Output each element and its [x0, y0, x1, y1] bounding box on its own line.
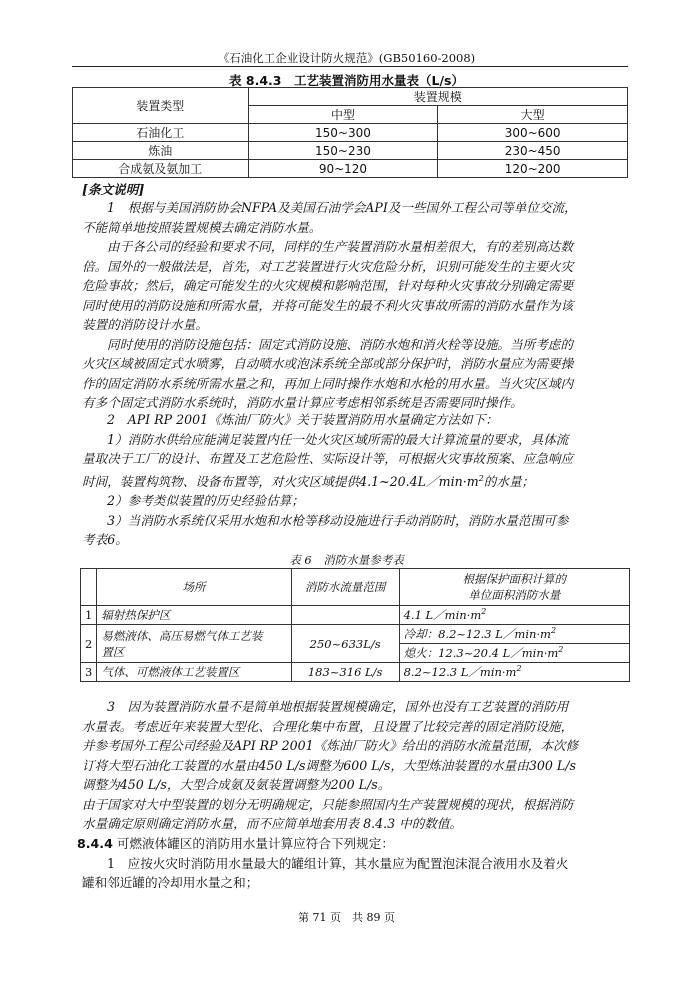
text-span: 熄火：12.3~20.4 L／min·m: [403, 646, 559, 660]
explanation-para1: [82, 198, 628, 413]
col-medium: 中型: [248, 106, 438, 124]
col-unit-area-line1: 根据保护面积计算的: [462, 572, 567, 586]
text-line: 水量表。考虑近年来装置大型化、合理化集中布置，且设置了比较完善的固定消防设施，: [82, 718, 574, 734]
table-row: [73, 142, 628, 160]
superscript: 2: [558, 645, 564, 655]
table-row: [81, 625, 630, 644]
text-line: 考表6。: [82, 532, 128, 548]
explanation-para3: [82, 697, 628, 834]
text-line: 2 API RP 2001《炼油厂防火》关于装置消防用水量确定方法如下：: [107, 412, 498, 427]
text-line: 同时使用的消防设施和所需水量，并将可能发生的最不利火灾事故所需的消防水量作为该: [82, 297, 574, 313]
text-line: 由于国家对大中型装置的划分无明确规定，只能参照国内生产装置规模的现状，根据消防: [82, 796, 574, 812]
col-device-scale: 装置规模: [248, 88, 627, 106]
text-line: 危险事故；然后，确定可能发生的火灾规模和影响范围，针对每种火灾事故分别确定需要: [82, 278, 574, 293]
text-line: 2）参考类似装置的历史经验估算；: [107, 493, 304, 509]
table-row: [81, 606, 630, 625]
text-line: 1 根据与美国消防协会NFPA及美国石油学会API及一些国外工程公司等单位交流，: [107, 200, 577, 215]
row-large: 230~450: [438, 142, 628, 160]
text-line: 有多个固定式消防水系统时，消防水量计算应考虑相邻系统是否需要同时操作。: [82, 395, 523, 410]
row-place: [97, 625, 291, 663]
text-line: [82, 469, 628, 492]
text-line: 量取决于工厂的设计、布置及工艺危险性、实际设计等，可根据火灾事故预案、应急响应: [82, 451, 574, 466]
reference-table: [80, 568, 630, 682]
row-medium: 150~300: [248, 124, 438, 142]
water-demand-table: [72, 87, 628, 178]
text-line: 火灾区域被固定式水喷雾，自动喷水或泡沫系统全部或部分保护时，消防水量应为需要操: [82, 356, 574, 371]
text-span: 时间，装置构筑物、设备布置等，对火灾区域提供4.1~20.4L／min·m: [82, 473, 479, 489]
table1-title: 表 8.4.3 工艺装置消防用水量表（L/s）: [229, 73, 464, 88]
text-line: 3 因为装置消防水量不是简单地根据装置规模确定，国外也没有工艺装置的消防用: [107, 699, 569, 714]
col-large: 大型: [438, 106, 628, 124]
row-unit-area: [399, 606, 629, 625]
text-line: 不能简单地按照装置规模去确定消防水量。: [82, 219, 322, 235]
table6-title: 表 6 消防水量参考表: [289, 553, 404, 567]
text-span: 8.2~12.3 L／min·m: [403, 665, 517, 679]
page-footer: 第 71 页 共 89 页: [298, 911, 395, 924]
col-unit-area-line2: 单位面积消防水量: [468, 588, 561, 602]
clause-number: 8.4.4: [77, 836, 113, 851]
row-unit-area-extinguish: [399, 644, 629, 663]
row-place-line2: 置区: [101, 644, 125, 659]
text-line: 订将大型石油化工装置的水量由450 L/s调整为600 L/s，大型炼油装置的水量由300 L/s: [82, 757, 576, 773]
superscript: 2: [550, 626, 557, 636]
text-line: 并参考国外工程公司经验及API RP 2001《炼油厂防火》给出的消防水流量范围，本次修: [82, 738, 579, 753]
text-line: 3）当消防水系统仅采用水炮和水枪等移动设施进行手动消防时，消防水量范围可参: [107, 512, 569, 528]
table-row: [73, 160, 628, 178]
table-row: [73, 124, 628, 142]
row-large: 120~200: [438, 160, 628, 178]
text-line: [77, 834, 628, 854]
row-large: 300~600: [438, 124, 628, 142]
clause-text: 可燃液体罐区的消防用水量计算应符合下列规定：: [112, 836, 394, 851]
col-device-type: 装置类型: [73, 88, 249, 124]
text-line: 同时使用的消防设施包括：固定式消防设施、消防水炮和消火栓等设施。当所考虑的: [107, 336, 573, 352]
col-unit-area: [399, 569, 629, 606]
superscript: 2: [481, 607, 487, 617]
row-place: 气体、可燃液体工艺装置区: [97, 663, 291, 682]
row-place-line1: 易燃液体、高压易燃气体工艺装: [101, 628, 263, 643]
page-header: 《石油化工企业设计防火规范》(GB50160-2008): [217, 51, 476, 65]
row-place: 辐射热保护区: [97, 606, 291, 625]
section-label: [条文说明]: [82, 182, 145, 197]
superscript: 2: [478, 473, 484, 483]
col-flow-range: 消防水流量范围: [291, 569, 399, 606]
text-span: 4.1 L／min·m: [403, 608, 482, 622]
text-span: 冷却：8.2~12.3 L／min·m: [403, 627, 551, 641]
row-unit-area-cooling: [399, 625, 629, 644]
explanation-para2: [82, 410, 628, 550]
row-number: 1: [81, 606, 97, 625]
row-flow-range: 250~633L/s: [291, 625, 399, 663]
text-line: 1）消防水供给应能满足装置内任一处火灾区域所需的最大计算流量的要求，具体流: [107, 431, 569, 447]
row-unit-area: [399, 663, 629, 682]
header-rule: [72, 66, 628, 67]
row-medium: 150~230: [248, 142, 438, 160]
text-line: 倍。国外的一般做法是，首先，对工艺装置进行火灾危险分析，识别可能发生的主要火灾: [82, 258, 574, 274]
row-type: 炼油: [73, 142, 249, 160]
row-number: 3: [81, 663, 97, 682]
row-flow-range: [291, 606, 399, 625]
row-type: 合成氨及氨加工: [73, 160, 249, 178]
row-number: 2: [81, 625, 97, 663]
text-span: 的水量；: [483, 473, 535, 489]
row-flow-range: 183~316 L/s: [291, 663, 399, 682]
row-type: 石油化工: [73, 124, 249, 142]
text-line: 水量确定原则确定消防水量，而不应简单地套用表 8.4.3 中的数值。: [82, 816, 463, 831]
row-medium: 90~120: [248, 160, 438, 178]
superscript: 2: [516, 664, 522, 674]
text-line: 调整为450 L/s，大型合成氨及氨装置调整为200 L/s。: [82, 777, 391, 792]
clause-8-4-4: [77, 834, 628, 893]
text-line: 1 应按火灾时消防用水量最大的罐组计算，其水量应为配置泡沫混合液用水及着火: [107, 855, 569, 871]
text-line: 作的固定消防水系统所需水量之和，再加上同时操作水炮和水枪的用水量。当火灾区域内: [82, 375, 574, 391]
text-line: 由于各公司的经验和要求不同，同样的生产装置消防水量相差很大，有的差别高达数: [107, 239, 573, 254]
text-line: 装置的消防设计水量。: [82, 317, 208, 332]
table-row: [81, 663, 630, 682]
text-line: 罐和邻近罐的冷却用水量之和；: [82, 875, 259, 890]
col-place: 场所: [97, 569, 291, 606]
